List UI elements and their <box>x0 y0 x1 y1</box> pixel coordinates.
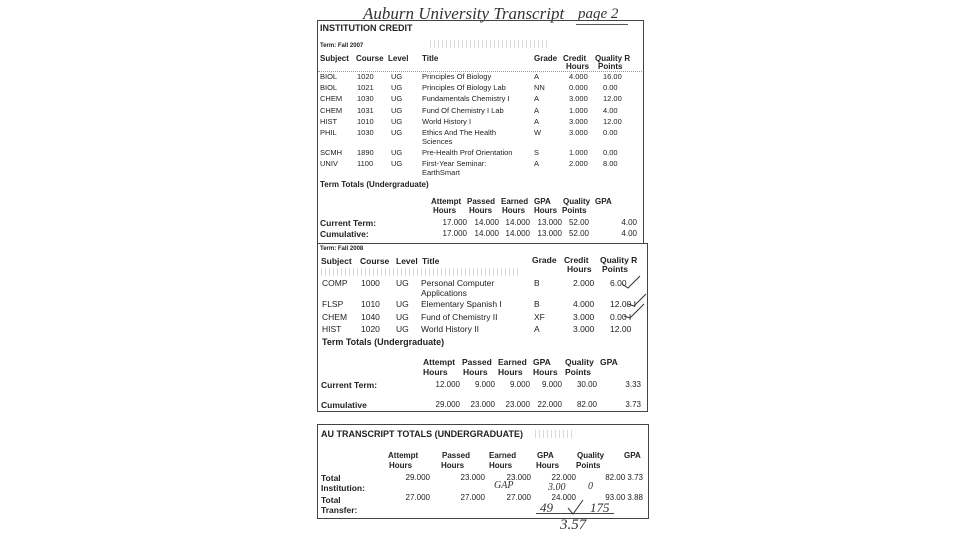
row-points: 4.00 <box>603 106 618 115</box>
handwritten-page: page 2 <box>578 6 619 22</box>
current-term-value: 9.000 <box>474 380 495 389</box>
row-grade: A <box>534 159 540 168</box>
row-title: Fund Of Chemistry I Lab <box>422 106 504 115</box>
row-subject: UNIV <box>320 159 338 168</box>
institution-value: 82.00 3.73 <box>605 473 643 482</box>
row-level: UG <box>396 324 409 334</box>
row-subject: HIST <box>320 117 338 126</box>
row-hours: 3.000 <box>569 128 588 137</box>
cumulative-value: 23.000 <box>505 400 530 409</box>
row-grade: A <box>534 94 540 103</box>
tot-gpa: GPA <box>533 357 551 367</box>
col-quality-points: Points <box>602 264 628 274</box>
row-title: Pre-Health Prof Orientation <box>422 148 513 157</box>
scan-noise <box>535 430 575 438</box>
scan-noise <box>321 268 521 276</box>
row-course: 1031 <box>357 106 374 115</box>
row-grade: B <box>534 299 540 309</box>
row-course: 1010 <box>357 117 374 126</box>
tot-quality: Quality <box>577 451 605 460</box>
col-title: Title <box>422 256 440 266</box>
tot-points: Points <box>565 367 591 377</box>
cumulative-value: 22.000 <box>537 400 562 409</box>
row-course: 1100 <box>357 159 374 168</box>
row-grade: NN <box>534 83 545 92</box>
col-credit: Credit <box>564 255 589 265</box>
row-level: UG <box>396 299 409 309</box>
row-level: UG <box>391 128 403 137</box>
tot-earned: Earned <box>498 357 527 367</box>
row-level: UG <box>391 148 403 157</box>
handwritten-gap: GAP <box>494 480 514 491</box>
row-subject: BIOL <box>320 72 338 81</box>
row-points: 12.00 <box>610 324 632 334</box>
row-points: 0.00 I <box>610 312 632 322</box>
row-hours: 1.000 <box>569 148 588 157</box>
cumulative-value: 4.00 <box>621 229 637 238</box>
col-quality: Quality R <box>595 54 631 63</box>
current-term-value: 4.00 <box>621 218 637 227</box>
term-totals-title: Term Totals (Undergraduate) <box>320 180 429 189</box>
tot-passed: Passed <box>467 197 496 206</box>
row-points: 12.00 <box>603 94 622 103</box>
section-title: INSTITUTION CREDIT <box>320 23 413 33</box>
tot-hours2: Hours <box>469 206 493 215</box>
current-term-value: 9.000 <box>509 380 530 389</box>
row-title: Principles Of Biology Lab <box>422 83 506 92</box>
term-totals-title: Term Totals (Undergraduate) <box>322 337 445 347</box>
tot-hours2: Hours <box>463 367 488 377</box>
transfer-value: 24.000 <box>551 493 576 502</box>
handwritten-zero: 0 <box>588 481 593 492</box>
institution-value: 23.000 <box>506 473 531 482</box>
current-term-value: 9.000 <box>541 380 562 389</box>
tot-gpa: GPA <box>534 197 551 206</box>
row-points: 12.00 I <box>610 299 636 309</box>
check-marks <box>620 270 660 330</box>
cumulative-value: 3.73 <box>625 400 641 409</box>
transfer-value: 27.000 <box>405 493 430 502</box>
row-course: 1000 <box>361 278 380 288</box>
cumulative-label: Cumulative <box>321 400 367 410</box>
row-hours: 4.000 <box>569 72 588 81</box>
row-grade: A <box>534 72 540 81</box>
row-subject: SCMH <box>320 148 343 157</box>
institution-value: 23.000 <box>460 473 485 482</box>
cumulative-value: 14.000 <box>505 229 530 238</box>
tot-gpa: GPA <box>537 451 554 460</box>
row-level: UG <box>391 106 403 115</box>
row-title: Principles Of Biology <box>422 72 492 81</box>
tot-passed: Passed <box>442 451 471 460</box>
col-level: Level <box>396 256 418 266</box>
transfer-value: 93.00 3.88 <box>605 493 643 502</box>
transfer-value: 27.000 <box>460 493 485 502</box>
row-level: UG <box>391 83 403 92</box>
row-level: UG <box>396 312 409 322</box>
row-grade: A <box>534 106 540 115</box>
tot-attempt: Attempt <box>431 197 462 206</box>
row-level: UG <box>391 72 403 81</box>
row-course: 1020 <box>361 324 380 334</box>
row-title: World History II <box>421 324 479 334</box>
total-transfer-label-2: Transfer: <box>321 505 358 515</box>
institution-value: 29.000 <box>405 473 430 482</box>
institution-value: 22.000 <box>551 473 576 482</box>
col-level: Level <box>388 54 409 63</box>
col-subject: Subject <box>321 256 352 266</box>
current-term-value: 3.33 <box>625 380 641 389</box>
col-title: Title <box>422 54 439 63</box>
row-level: UG <box>391 94 403 103</box>
row-hours: 1.000 <box>569 106 588 115</box>
current-term-value: 12.000 <box>435 380 460 389</box>
row-course: 1890 <box>357 148 374 157</box>
row-title: Fundamentals Chemistry I <box>422 94 510 103</box>
row-subject: PHIL <box>320 128 337 137</box>
tot-hours4: Hours <box>533 367 558 377</box>
row-grade: B <box>534 278 540 288</box>
tot-gpa2: GPA <box>595 197 612 206</box>
col-quality-points: Points <box>598 62 623 71</box>
tot-hours4: Hours <box>536 461 560 470</box>
row-course: 1030 <box>357 128 374 137</box>
handwritten-gap-value: 3.00 <box>548 482 566 493</box>
row-title: Personal Computer <box>421 278 495 288</box>
row-points: 0.00 <box>603 83 618 92</box>
row-hours: 3.000 <box>573 324 595 334</box>
current-term-value: 14.000 <box>505 218 530 227</box>
tot-hours1: Hours <box>423 367 448 377</box>
cumulative-value: 52.00 <box>568 229 589 238</box>
total-institution-label: Total <box>321 473 341 483</box>
col-subject: Subject <box>320 54 349 63</box>
row-level: UG <box>396 278 409 288</box>
col-credit-hours: Hours <box>566 62 590 71</box>
row-grade: W <box>534 128 542 137</box>
current-term-value: 17.000 <box>442 218 467 227</box>
tot-attempt: Attempt <box>423 357 456 367</box>
tot-hours4: Hours <box>534 206 558 215</box>
handwritten-sum-hours: 49 <box>540 500 553 515</box>
row-title: World History I <box>422 117 472 126</box>
row-hours: 3.000 <box>573 312 595 322</box>
row-points: 12.00 <box>603 117 622 126</box>
row-subject: FLSP <box>322 299 344 309</box>
handwritten-sum-points: 175 <box>590 500 610 515</box>
col-grade: Grade <box>534 54 558 63</box>
cumulative-value: 23.000 <box>470 400 495 409</box>
row-hours: 4.000 <box>573 299 595 309</box>
tot-earned: Earned <box>489 451 517 460</box>
row-course: 1030 <box>357 94 374 103</box>
row-course: 1021 <box>357 83 374 92</box>
row-hours: 2.000 <box>573 278 595 288</box>
tot-points: Points <box>562 206 587 215</box>
tot-quality: Quality <box>563 197 591 206</box>
tot-attempt: Attempt <box>388 451 419 460</box>
term-label: Term: Fall 2007 <box>320 43 364 49</box>
row-title: Elementary Spanish I <box>421 299 502 309</box>
row-level: UG <box>391 159 403 168</box>
tot-quality: Quality <box>565 357 594 367</box>
current-term-value: 13.000 <box>537 218 562 227</box>
col-credit-hours: Hours <box>567 264 592 274</box>
row-subject: CHEM <box>322 312 348 322</box>
row-grade: S <box>534 148 540 157</box>
row-subject: CHEM <box>320 94 343 103</box>
term-label: Term: Fall 2008 <box>320 246 364 252</box>
row-points: 0.00 <box>603 128 618 137</box>
row-title-cont: EarthSmart <box>422 168 460 177</box>
row-subject: COMP <box>322 278 348 288</box>
col-course: Course <box>356 54 384 63</box>
total-transfer-label: Total <box>321 495 341 505</box>
current-term-value: 14.000 <box>474 218 499 227</box>
tot-gpa2: GPA <box>600 357 618 367</box>
row-hours: 0.000 <box>569 83 588 92</box>
tot-hours3: Hours <box>502 206 526 215</box>
tot-hours1: Hours <box>433 206 457 215</box>
col-course: Course <box>360 256 390 266</box>
current-term-value: 52.00 <box>568 218 589 227</box>
row-grade: A <box>534 324 540 334</box>
col-credit: Credit <box>563 54 587 63</box>
row-points: 6.00 <box>610 278 627 288</box>
handwritten-title: Auburn University Transcript <box>363 4 565 23</box>
row-grade: XF <box>534 312 545 322</box>
tot-hours1: Hours <box>389 461 413 470</box>
tot-hours2: Hours <box>441 461 465 470</box>
cumulative-value: 82.00 <box>576 400 597 409</box>
cumulative-value: 29.000 <box>435 400 460 409</box>
row-title-cont: Applications <box>421 288 467 298</box>
row-title: First-Year Seminar: <box>422 159 487 168</box>
row-subject: BIOL <box>320 83 338 92</box>
tot-gpa2: GPA <box>624 451 641 460</box>
row-level: UG <box>391 117 403 126</box>
row-subject: CHEM <box>320 106 343 115</box>
tot-passed: Passed <box>462 357 492 367</box>
section-title: AU TRANSCRIPT TOTALS (UNDERGRADUATE) <box>321 429 523 439</box>
row-subject: HIST <box>322 324 342 334</box>
row-points: 0.00 <box>603 148 618 157</box>
transfer-value: 27.000 <box>506 493 531 502</box>
row-points: 8.00 <box>603 159 618 168</box>
row-points: 16.00 <box>603 72 622 81</box>
row-hours: 3.000 <box>569 117 588 126</box>
cumulative-value: 13.000 <box>537 229 562 238</box>
col-quality: Quality R <box>600 255 638 265</box>
tot-hours3: Hours <box>498 367 523 377</box>
tot-points: Points <box>576 461 601 470</box>
row-grade: A <box>534 117 540 126</box>
current-term-label: Current Term: <box>321 380 378 390</box>
row-hours: 3.000 <box>569 94 588 103</box>
total-institution-label-2: Institution: <box>321 483 365 493</box>
row-title: Ethics And The Health <box>422 128 497 137</box>
cumulative-value: 17.000 <box>442 229 467 238</box>
tot-earned: Earned <box>501 197 529 206</box>
row-hours: 2.000 <box>569 159 588 168</box>
row-course: 1010 <box>361 299 380 309</box>
current-term-label: Current Term: <box>320 218 377 228</box>
handwritten-result: 3.57 <box>560 517 587 533</box>
col-grade: Grade <box>532 255 557 265</box>
cumulative-value: 14.000 <box>474 229 499 238</box>
tot-hours3: Hours <box>489 461 513 470</box>
row-title: Fund of Chemistry II <box>421 312 498 322</box>
current-term-value: 30.00 <box>576 380 597 389</box>
row-course: 1020 <box>357 72 374 81</box>
division-slash <box>566 498 586 518</box>
row-course: 1040 <box>361 312 380 322</box>
cumulative-label: Cumulative: <box>320 229 369 239</box>
scan-noise <box>430 40 550 48</box>
row-title-cont: Sciences <box>422 137 453 146</box>
